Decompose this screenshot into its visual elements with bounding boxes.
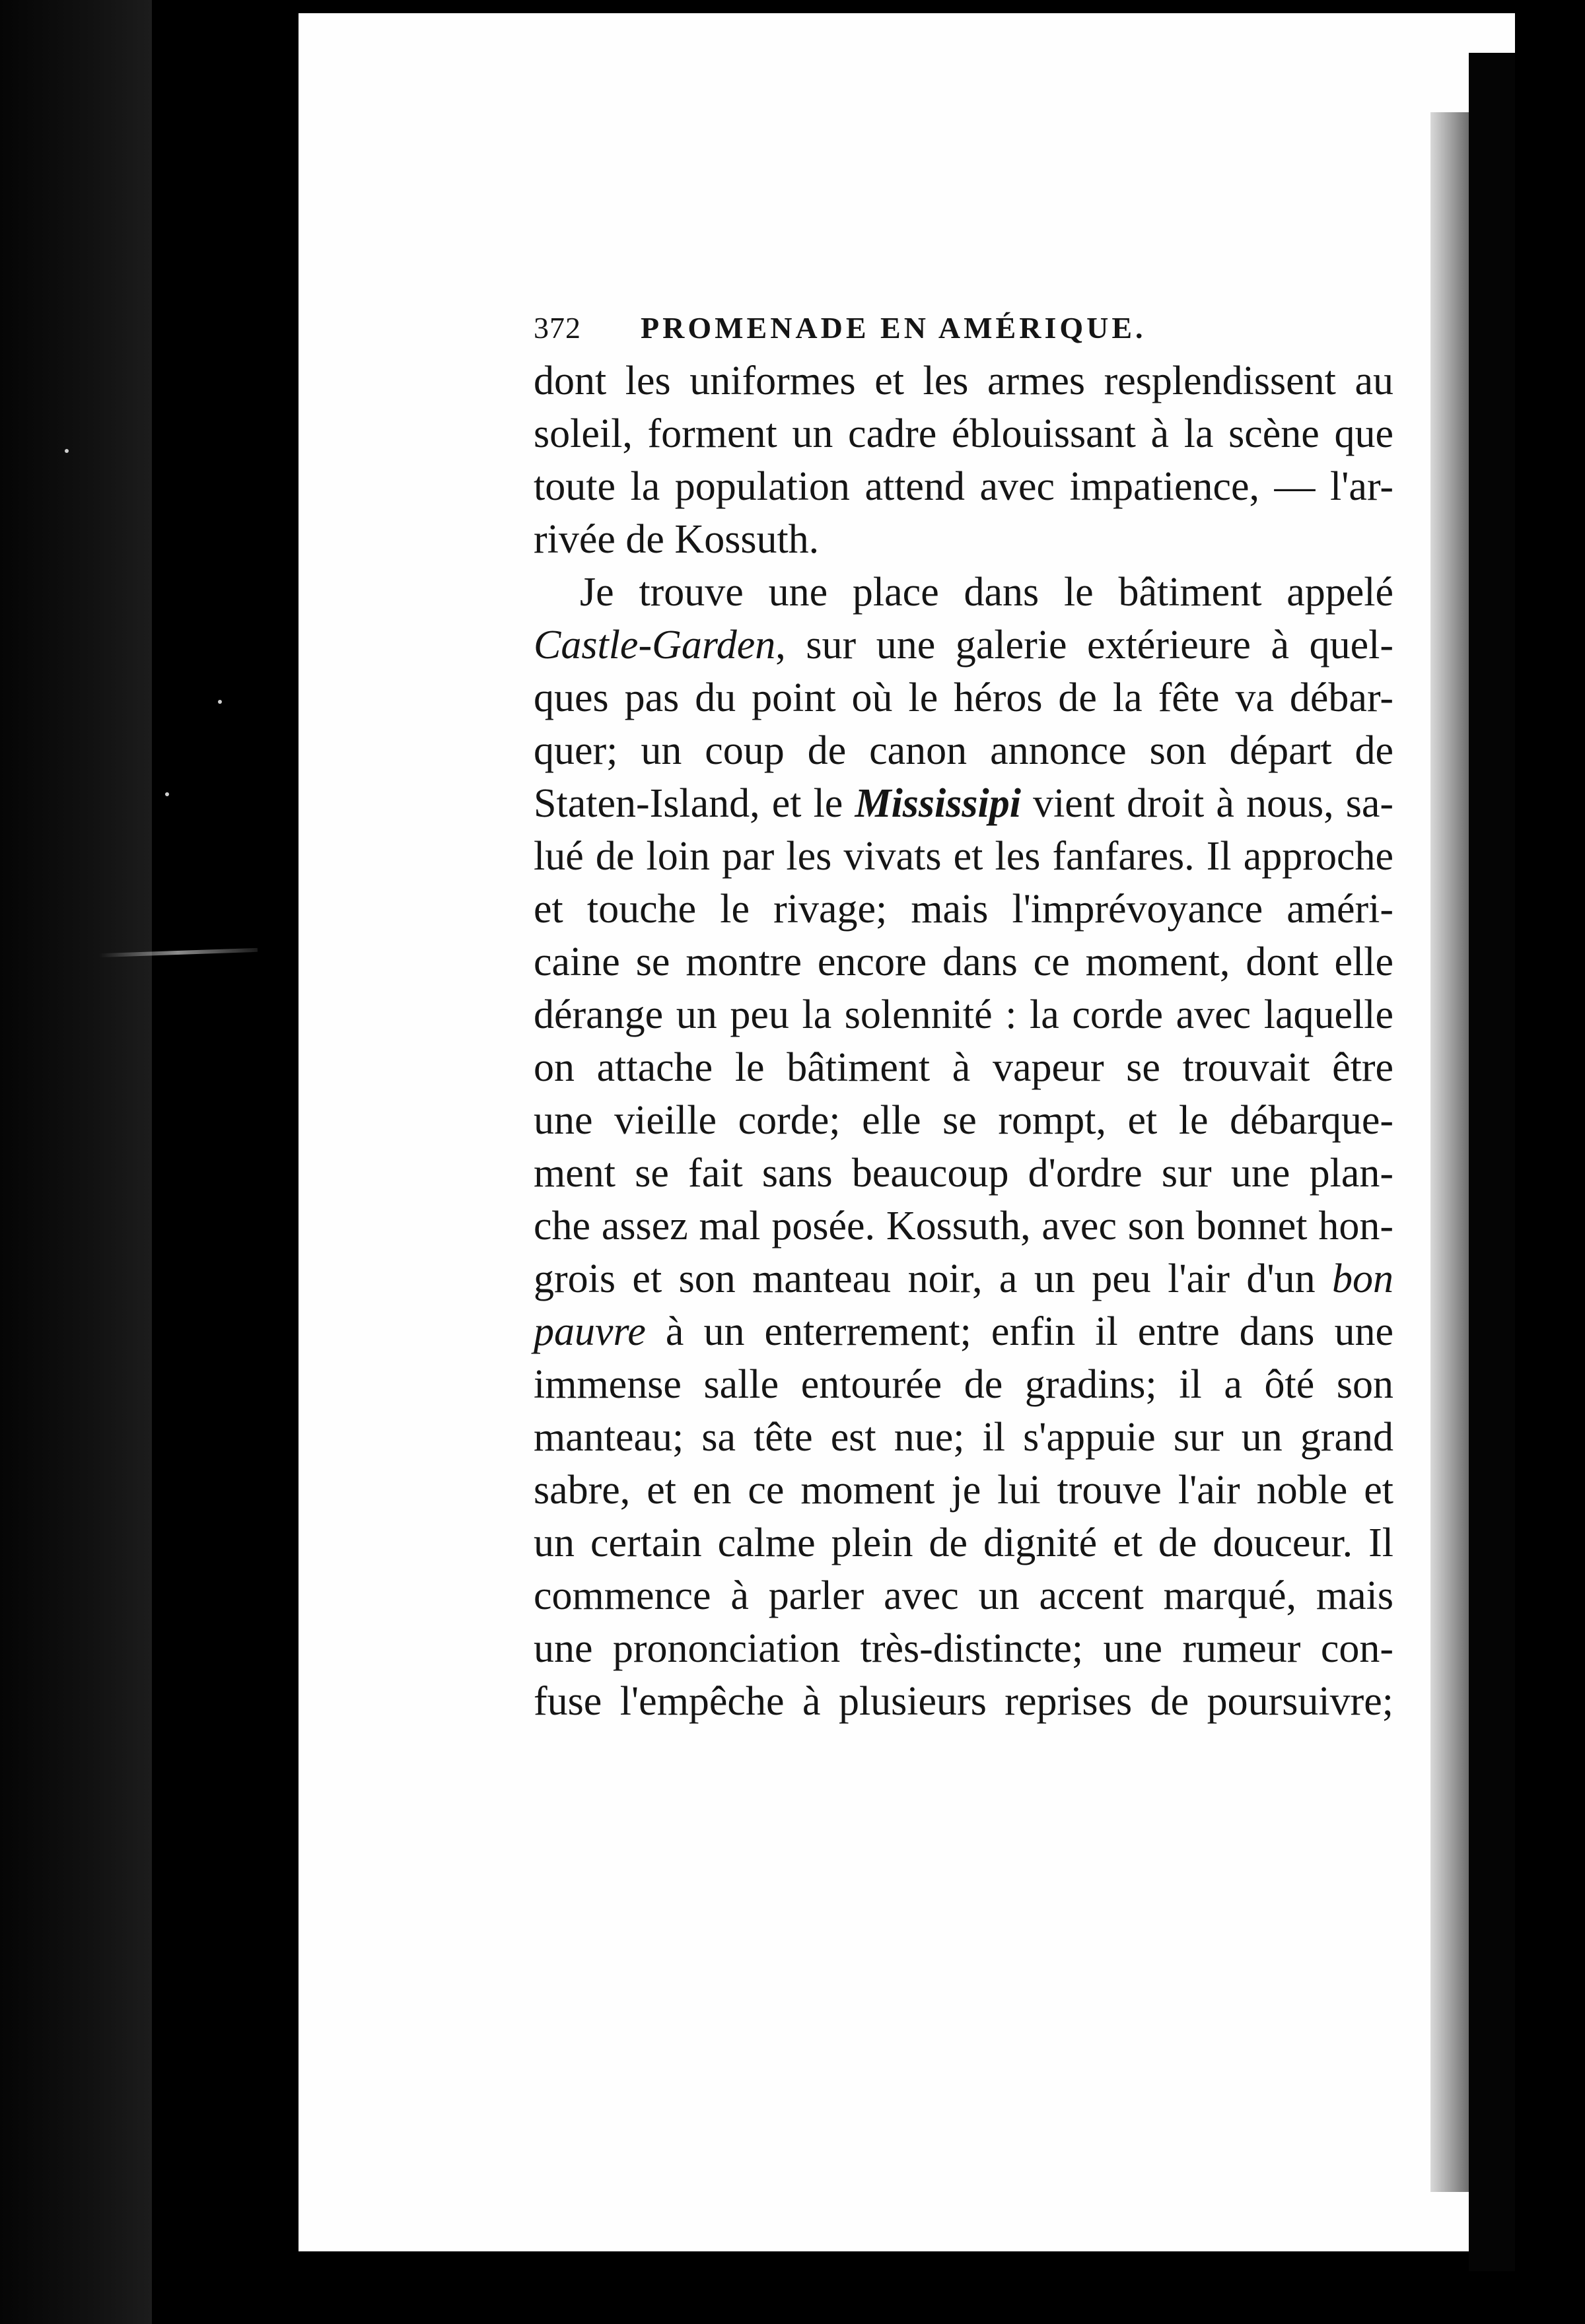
text-fragment: , sur une galerie extérieure à quel- (775, 623, 1393, 667)
text-fragment: Staten-Island, et le (534, 781, 855, 826)
text-line-with-italic (534, 777, 1393, 830)
scan-speck (218, 700, 222, 704)
scan-speck (65, 449, 69, 453)
running-head (534, 310, 1220, 345)
text-line: caine se montre encore dans ce moment, dont elle (534, 940, 1393, 984)
page-edge-shadow (1469, 53, 1515, 2271)
text-line: Je trouve une place dans le bâtiment appelé (580, 570, 1393, 615)
text-fragment: à un enterrement; enfin il entre dans une (645, 1309, 1393, 1354)
text-line: che assez mal posée. Kossuth, avec son bonnet hon- (534, 1204, 1393, 1248)
text-line: manteau; sa tête est nue; il s'appuie sur un grand (534, 1415, 1393, 1460)
text-line-with-italic (534, 1305, 1393, 1358)
text-line: et touche le rivage; mais l'imprévoyance améri- (534, 887, 1393, 932)
text-line: sabre, et en ce moment je lui trouve l'air noble et (534, 1468, 1393, 1513)
text-line-with-italic (534, 619, 1393, 671)
page-number: 372 (534, 311, 581, 345)
text-line: on attache le bâtiment à vapeur se trouvait être (534, 1045, 1393, 1090)
text-line: toute la population attend avec impatience, — l'ar- (534, 464, 1393, 509)
italic-bon: bon (1332, 1256, 1393, 1301)
text-line-with-italic (534, 1252, 1393, 1305)
text-line: ques pas du point où le héros de la fête va débar- (534, 675, 1393, 720)
book-binding (0, 0, 152, 2324)
running-title: PROMENADE EN AMÉRIQUE. (641, 311, 1146, 345)
text-line: dérange un peu la solennité : la corde avec laquelle (534, 992, 1393, 1037)
text-line: quer; un coup de canon annonce son départ de (534, 728, 1393, 773)
text-line: dont les uniformes et les armes resplendissent au (534, 359, 1393, 403)
italic-castle-garden: Castle-Garden (534, 623, 776, 667)
page-edge-band (1430, 112, 1469, 2192)
text-line: soleil, forment un cadre éblouissant à la scène que (534, 411, 1393, 456)
scan-speck (165, 792, 169, 796)
text-line: lué de loin par les vivats et les fanfares. Il approche (534, 834, 1393, 879)
text-fragment: grois et son manteau noir, a un peu l'air d'un (534, 1256, 1332, 1301)
italic-pauvre: pauvre (534, 1309, 646, 1354)
text-line: immense salle entourée de gradins; il a ôté son (534, 1362, 1393, 1407)
text-line: ment se fait sans beaucoup d'ordre sur une plan- (534, 1151, 1393, 1196)
italic-mississipi: Mississipi (855, 781, 1021, 826)
text-fragment: vient droit à nous, sa- (1020, 781, 1393, 826)
text-line: fuse l'empêche à plusieurs reprises de poursuivre; (534, 1679, 1393, 1724)
page-text (534, 310, 1393, 1728)
text-line: rivée de Kossuth. (534, 517, 820, 562)
text-line: un certain calme plein de dignité et de douceur. Il (534, 1521, 1393, 1565)
text-line: une vieille corde; elle se rompt, et le débarque- (534, 1098, 1393, 1143)
text-line: une prononciation très-distincte; une rumeur con- (534, 1626, 1393, 1671)
text-line: commence à parler avec un accent marqué, mais (534, 1573, 1393, 1618)
